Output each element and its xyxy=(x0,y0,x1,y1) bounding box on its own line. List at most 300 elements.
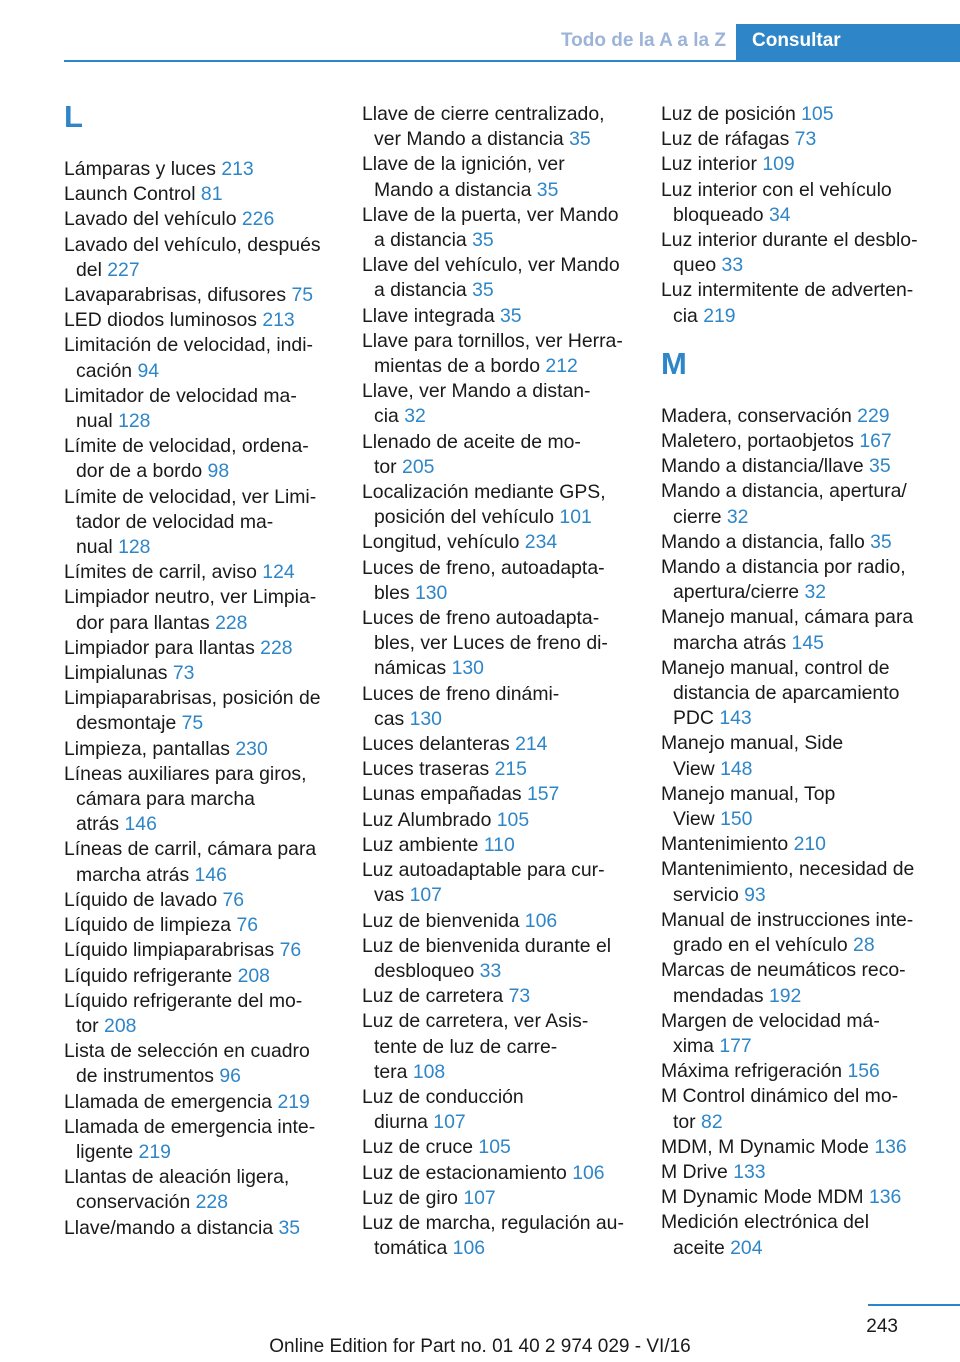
index-page-link[interactable]: 212 xyxy=(545,355,578,378)
index-entry-text: bles, ver Luces de freno di‐ xyxy=(374,632,608,655)
index-page-link[interactable]: 35 xyxy=(569,128,591,151)
index-page-link[interactable]: 28 xyxy=(853,934,875,957)
index-page-link[interactable]: 35 xyxy=(869,455,891,478)
index-entry-text: Luz interior xyxy=(661,153,763,176)
index-page-link[interactable]: 205 xyxy=(402,455,435,478)
index-page-link[interactable]: 150 xyxy=(720,808,753,831)
index-page-link[interactable]: 105 xyxy=(478,1136,511,1159)
index-page-link[interactable]: 35 xyxy=(536,178,559,201)
index-entry xyxy=(64,636,336,661)
index-entry xyxy=(362,379,634,429)
index-entry-text: Lavado del vehículo xyxy=(64,208,242,231)
index-page-link[interactable]: 128 xyxy=(118,536,151,559)
index-entry xyxy=(661,1210,933,1260)
index-column-2 xyxy=(362,102,634,1261)
index-page-link[interactable]: 227 xyxy=(107,258,140,281)
index-entry xyxy=(64,686,336,736)
index-entry-text: tera xyxy=(374,1060,413,1083)
index-entry xyxy=(64,585,336,635)
index-entry-text: servicio xyxy=(673,883,745,906)
index-entry-text: de instrumentos xyxy=(76,1065,220,1088)
index-entry-text: del xyxy=(76,258,108,281)
index-entry-text: Mando a distancia, fallo xyxy=(661,530,871,553)
index-entry-text: Luces delanteras xyxy=(362,733,516,756)
index-entry xyxy=(64,560,336,585)
index-entry xyxy=(362,556,634,606)
index-entry-text: tor xyxy=(374,455,403,478)
index-page-link[interactable]: 229 xyxy=(857,404,890,427)
index-entry xyxy=(362,833,634,858)
index-entry-text: Limpiador para llantas xyxy=(64,636,261,659)
index-entry xyxy=(64,1115,336,1165)
index-entry-text: Luz de carretera xyxy=(362,985,509,1008)
index-entry xyxy=(661,782,933,832)
index-entry-text: View xyxy=(673,808,721,831)
index-entry-text: Líquido limpiaparabrisas xyxy=(64,939,280,962)
index-page-link[interactable]: 105 xyxy=(496,808,530,831)
index-entry-text: tomática xyxy=(374,1237,453,1260)
index-page-link[interactable]: 192 xyxy=(768,984,802,1007)
index-page-link[interactable]: 213 xyxy=(221,158,254,180)
index-entry xyxy=(661,1084,933,1134)
index-entry-text: bloqueado xyxy=(673,203,769,226)
index-page-link[interactable]: 81 xyxy=(200,183,223,206)
index-entry-text: Marcas de neumáticos reco‐ xyxy=(661,959,906,982)
index-entry xyxy=(362,909,634,934)
index-entry-text: Lavado del vehículo, después xyxy=(64,233,321,256)
index-entry-text: Llave de la ignición, ver xyxy=(362,153,565,176)
index-entry-text: Luz de cruce xyxy=(362,1136,479,1159)
index-page-link[interactable]: 34 xyxy=(768,203,791,226)
index-page-link[interactable]: 228 xyxy=(215,611,248,634)
index-page-link[interactable]: 208 xyxy=(237,964,270,987)
index-entry-text: Limitación de velocidad, indi‐ xyxy=(64,334,313,357)
index-page-link[interactable]: 157 xyxy=(526,783,560,806)
index-page-link[interactable]: 93 xyxy=(744,883,766,906)
index-entry xyxy=(362,682,634,732)
index-entry xyxy=(661,1009,933,1059)
index-page-link[interactable]: 32 xyxy=(404,405,426,428)
index-entry-text: Luz intermitente de adverten‐ xyxy=(661,279,914,302)
index-entry xyxy=(661,454,933,479)
index-entry xyxy=(64,964,336,989)
index-entry-text: Llave para tornillos, ver Herra‐ xyxy=(362,329,623,352)
index-entry xyxy=(661,178,933,228)
index-entry xyxy=(661,278,933,328)
index-page-link[interactable]: 130 xyxy=(414,581,448,604)
index-entry-text: Luces de freno dinámi‐ xyxy=(362,682,560,705)
index-entry-text: xima xyxy=(673,1034,720,1057)
index-entry-text: LED diodos luminosos xyxy=(64,309,263,332)
index-page-link[interactable]: 33 xyxy=(721,254,744,277)
index-entry xyxy=(661,1135,933,1160)
index-page-link[interactable]: 234 xyxy=(524,531,558,554)
index-page-link[interactable]: 105 xyxy=(801,103,834,125)
index-entry xyxy=(661,656,933,732)
index-entry-text: Manejo manual, Top xyxy=(661,782,836,805)
index-entry xyxy=(64,1216,336,1241)
header-chapter-tab: Consultar xyxy=(736,24,960,62)
index-entry xyxy=(64,207,336,232)
index-entry xyxy=(362,934,634,984)
index-entry xyxy=(362,782,634,807)
index-page-link[interactable]: 35 xyxy=(278,1216,301,1239)
index-entry-text: Lámparas y luces xyxy=(64,158,222,180)
index-entry-text: marcha atrás xyxy=(76,863,195,886)
index-entry-text: dor para llantas xyxy=(76,611,216,634)
index-entry-text: Localización mediante GPS, xyxy=(362,481,606,504)
index-entry xyxy=(362,304,634,329)
index-entry xyxy=(64,762,336,838)
index-letter-heading: L xyxy=(64,99,83,134)
index-page-link[interactable]: 219 xyxy=(703,304,736,327)
index-entry xyxy=(64,233,336,283)
index-page-link[interactable]: 226 xyxy=(241,208,275,231)
index-page-link[interactable]: 148 xyxy=(720,757,753,780)
index-entry xyxy=(64,283,336,308)
index-entry-text: a distancia xyxy=(374,279,473,302)
index-page-link[interactable]: 73 xyxy=(794,128,817,151)
index-entry xyxy=(64,1090,336,1115)
index-page-link[interactable]: 136 xyxy=(874,1135,907,1158)
index-entry-text: Luz de conducción xyxy=(362,1085,524,1108)
index-entry xyxy=(64,333,336,383)
index-entry-text: marcha atrás xyxy=(673,631,792,654)
index-entry xyxy=(661,530,933,555)
index-entry-text: tor xyxy=(673,1110,702,1133)
index-entry-text: Llave de cierre centralizado, xyxy=(362,103,605,125)
index-entry-text: Llenado de aceite de mo‐ xyxy=(362,430,581,453)
index-entry-text: desmontaje xyxy=(76,712,182,735)
index-entry xyxy=(64,913,336,938)
index-column-1 xyxy=(64,99,336,1241)
index-entry xyxy=(661,404,933,429)
index-entry xyxy=(362,1135,634,1160)
index-entry-text: Lavaparabrisas, difusores xyxy=(64,284,292,307)
index-page-link[interactable]: 35 xyxy=(472,229,494,252)
index-entry-text: Manejo manual, Side xyxy=(661,732,844,755)
index-entry-text: aceite xyxy=(673,1236,731,1259)
index-entry xyxy=(661,429,933,454)
index-entry xyxy=(661,102,933,127)
index-page-link[interactable]: 130 xyxy=(451,657,484,680)
index-entry-text: Luz de marcha, regulación au‐ xyxy=(362,1211,624,1234)
index-entry xyxy=(64,182,336,207)
index-entry-text: apertura/cierre xyxy=(673,581,805,604)
index-entry xyxy=(661,857,933,907)
index-page-link[interactable]: 128 xyxy=(118,410,151,433)
index-entry xyxy=(362,1085,634,1135)
index-entry-text: tente de luz de carre‐ xyxy=(374,1035,558,1058)
index-entry-text: Límites de carril, aviso xyxy=(64,561,263,584)
index-page-link[interactable]: 210 xyxy=(793,833,826,856)
index-entry-text: Llantas de aleación ligera, xyxy=(64,1166,290,1189)
index-entry xyxy=(362,253,634,303)
index-entry-text: grado en el vehículo xyxy=(673,934,854,957)
index-entry-text: Luces traseras xyxy=(362,758,495,781)
index-entry-text: M Drive xyxy=(661,1160,734,1183)
index-entry-text: bles xyxy=(374,581,415,604)
index-entry xyxy=(362,757,634,782)
index-entry-text: Luz de bienvenida xyxy=(362,909,525,932)
index-entry-text: cia xyxy=(673,304,704,327)
index-entry-text: Llave de la puerta, ver Mando xyxy=(362,203,619,226)
index-page-link[interactable]: 215 xyxy=(494,758,527,781)
index-entry xyxy=(362,203,634,253)
index-entry xyxy=(362,808,634,833)
index-entry xyxy=(661,908,933,958)
index-entry xyxy=(661,731,933,781)
index-page-link[interactable]: 219 xyxy=(138,1140,171,1163)
index-entry xyxy=(64,1039,336,1089)
index-entry-text: cación xyxy=(76,359,138,382)
index-page-link[interactable]: 228 xyxy=(260,636,293,659)
index-entry-text: Límite de velocidad, ver Limi‐ xyxy=(64,485,317,508)
index-entry xyxy=(64,157,336,182)
index-page-link[interactable]: 32 xyxy=(804,581,827,604)
header-section-title: Todo de la A a la Z xyxy=(560,30,726,51)
index-page-link[interactable]: 106 xyxy=(572,1161,605,1184)
index-page-link[interactable]: 204 xyxy=(730,1236,763,1259)
index-page-link[interactable]: 106 xyxy=(452,1237,486,1260)
index-entry-text: Luz Alumbrado xyxy=(362,808,497,831)
index-entry-text: cámara para marcha xyxy=(76,788,255,811)
index-entry-text: Luz de estacionamiento xyxy=(362,1161,573,1184)
index-entry-text: ver Mando a distancia xyxy=(374,128,570,151)
index-entry-text: tador de velocidad ma‐ xyxy=(76,510,274,533)
index-entry-text: ligente xyxy=(76,1140,139,1163)
index-entry-text: Luces de freno, autoadapta‐ xyxy=(362,556,605,579)
index-entry-text: Mantenimiento, necesidad de xyxy=(661,858,915,881)
index-entry xyxy=(362,984,634,1009)
index-page-link[interactable]: 35 xyxy=(500,304,522,327)
index-entry xyxy=(64,837,336,887)
index-entry xyxy=(362,152,634,202)
index-entry-text: atrás xyxy=(76,813,125,836)
index-entry-text: cierre xyxy=(673,505,727,528)
index-entry xyxy=(362,1211,634,1261)
index-entry xyxy=(661,127,933,152)
index-page-link[interactable]: 124 xyxy=(262,561,295,584)
index-page-link[interactable]: 76 xyxy=(222,888,245,911)
index-entry xyxy=(64,737,336,762)
index-entry xyxy=(362,606,634,682)
index-entry xyxy=(661,1185,933,1210)
index-page-link[interactable]: 228 xyxy=(195,1191,228,1214)
index-page-link[interactable]: 35 xyxy=(472,279,494,302)
index-entry-text: vas xyxy=(374,884,410,907)
index-entry-text: Llave/mando a distancia xyxy=(64,1216,279,1239)
index-entry-text: cia xyxy=(374,405,405,428)
index-entry-text: Mando a distancia xyxy=(374,178,537,201)
index-entry xyxy=(64,384,336,434)
index-entry xyxy=(362,329,634,379)
index-entry-text: Manejo manual, control de xyxy=(661,656,890,679)
index-page-link[interactable]: 136 xyxy=(868,1186,902,1209)
index-page-link[interactable]: 96 xyxy=(219,1065,241,1088)
index-entry-text: mientas de a bordo xyxy=(374,355,546,378)
index-entry-text: tor xyxy=(76,1014,105,1037)
index-entry xyxy=(661,152,933,177)
index-page-link[interactable]: 146 xyxy=(194,863,227,886)
index-page-link[interactable]: 213 xyxy=(262,309,295,332)
index-entry-text: M Dynamic Mode MDM xyxy=(661,1186,869,1209)
index-page-link[interactable]: 145 xyxy=(791,631,824,654)
index-entry-text: Llave, ver Mando a distan‐ xyxy=(362,380,591,403)
index-page-link[interactable]: 107 xyxy=(463,1186,496,1209)
index-page-link[interactable]: 73 xyxy=(508,985,531,1008)
index-page-link[interactable]: 146 xyxy=(124,813,157,836)
index-entry-text: nual xyxy=(76,410,119,433)
index-page-link[interactable]: 167 xyxy=(859,430,892,453)
index-entry-text: distancia de aparcamiento xyxy=(673,682,900,705)
index-entry xyxy=(64,661,336,686)
index-page-link[interactable]: 107 xyxy=(433,1111,466,1134)
index-entry-text: mendadas xyxy=(673,984,769,1007)
index-page-link[interactable]: 75 xyxy=(291,284,314,307)
page-number: 243 xyxy=(866,1316,898,1337)
index-entry xyxy=(64,989,336,1039)
index-page-link[interactable]: 143 xyxy=(719,707,752,730)
index-entry xyxy=(661,958,933,1008)
index-entry-text: Llave integrada xyxy=(362,304,500,327)
index-page-link[interactable]: 35 xyxy=(870,530,892,553)
index-page-link[interactable]: 208 xyxy=(104,1014,137,1037)
index-entry-text: Lista de selección en cuadro xyxy=(64,1040,310,1063)
index-entry-text: Luz autoadaptable para cur‐ xyxy=(362,859,605,882)
index-entry xyxy=(64,434,336,484)
index-entry-text: Luz de ráfagas xyxy=(661,128,795,151)
index-entry-text: Líquido de limpieza xyxy=(64,914,237,937)
index-entry-text: queo xyxy=(673,254,722,277)
index-entry xyxy=(362,858,634,908)
index-entry xyxy=(64,1165,336,1215)
index-page-link[interactable]: 94 xyxy=(137,359,160,382)
index-entry xyxy=(64,938,336,963)
index-page-link[interactable]: 133 xyxy=(733,1160,766,1183)
index-page-link[interactable]: 219 xyxy=(277,1090,310,1113)
index-entry-text: námicas xyxy=(374,657,452,680)
index-entry-text: Madera, conservación xyxy=(661,404,858,427)
index-entry xyxy=(362,1161,634,1186)
index-entry-text: Margen de velocidad má‐ xyxy=(661,1009,880,1032)
index-entry-text: Luz de bienvenida durante el xyxy=(362,934,612,957)
index-page-link[interactable]: 107 xyxy=(409,884,442,907)
index-page-link[interactable]: 108 xyxy=(412,1060,446,1083)
index-entry-text: a distancia xyxy=(374,229,473,252)
index-entry-text: Luz de posición xyxy=(661,103,802,125)
index-entry-text: nual xyxy=(76,536,119,559)
index-entry-text: Líquido de lavado xyxy=(64,888,223,911)
index-page-link[interactable]: 98 xyxy=(207,460,230,483)
index-page-link[interactable]: 110 xyxy=(483,833,515,856)
index-page-link[interactable]: 73 xyxy=(172,662,195,685)
index-entry-text: Líneas de carril, cámara para xyxy=(64,838,317,861)
index-entry-text: M Control dinámico del mo‐ xyxy=(661,1085,899,1108)
index-entry-text: Luz interior durante el desblo‐ xyxy=(661,229,918,252)
index-entry-text: Llamada de emergencia xyxy=(64,1090,278,1113)
index-entry-text: Limpialunas xyxy=(64,662,173,685)
index-column-3 xyxy=(661,102,933,1261)
index-entry-text: desbloqueo xyxy=(374,959,480,982)
index-page-link[interactable]: 76 xyxy=(279,939,302,962)
edition-footer: Online Edition for Part no. 01 40 2 974 029 - VI/16 xyxy=(269,1336,691,1357)
index-page-link[interactable]: 75 xyxy=(181,712,204,735)
index-entry-text: diurna xyxy=(374,1111,434,1134)
index-entry xyxy=(661,228,933,278)
index-entry-text: Maletero, portaobjetos xyxy=(661,430,860,453)
index-entry-text: Mando a distancia/llave xyxy=(661,455,870,478)
index-entry xyxy=(362,102,634,152)
index-entry-text: Límite de velocidad, ordena‐ xyxy=(64,435,309,458)
index-entry-text: Launch Control xyxy=(64,183,201,206)
index-page-link[interactable]: 106 xyxy=(524,909,558,932)
page-header xyxy=(0,24,960,62)
index-entry xyxy=(362,1186,634,1211)
index-page-link[interactable]: 109 xyxy=(762,153,795,176)
index-entry xyxy=(661,605,933,655)
index-entry-text: Llamada de emergencia inte‐ xyxy=(64,1115,316,1138)
index-entry-text: Limpieza, pantallas xyxy=(64,737,236,760)
index-entry-text: Mantenimiento xyxy=(661,833,794,856)
index-entry-text: conservación xyxy=(76,1191,196,1214)
footer-rule xyxy=(868,1304,960,1306)
index-entry-text: View xyxy=(673,757,721,780)
index-entry xyxy=(661,1059,933,1084)
index-entry xyxy=(661,832,933,857)
index-letter-heading: M xyxy=(661,345,687,381)
index-entry xyxy=(64,888,336,913)
index-entry-text: MDM, M Dynamic Mode xyxy=(661,1135,875,1158)
index-page-link[interactable]: 33 xyxy=(479,959,502,982)
index-entry-text: Mando a distancia por radio, xyxy=(661,556,906,579)
index-entry-text: Limpiador neutro, ver Limpia‐ xyxy=(64,586,317,609)
index-entry xyxy=(362,430,634,480)
index-entry xyxy=(661,479,933,529)
header-rule xyxy=(64,60,960,62)
index-entry xyxy=(661,555,933,605)
index-entry-text: Líquido refrigerante xyxy=(64,964,238,987)
index-entry-text: Limpiaparabrisas, posición de xyxy=(64,687,321,710)
index-page-link[interactable]: 177 xyxy=(719,1034,752,1057)
index-entry-text: Máxima refrigeración xyxy=(661,1060,848,1083)
index-entry-text: Medición electrónica del xyxy=(661,1211,870,1234)
index-entry-text: dor de a bordo xyxy=(76,460,208,483)
index-entry xyxy=(362,480,634,530)
index-page-link[interactable]: 130 xyxy=(409,707,442,730)
index-page-link[interactable]: 101 xyxy=(559,506,592,529)
index-entry-text: Manual de instrucciones inte‐ xyxy=(661,908,914,931)
index-entry xyxy=(64,308,336,333)
index-entry-text: Lunas empañadas xyxy=(362,783,527,806)
index-page-link[interactable]: 82 xyxy=(701,1110,723,1133)
index-entry-text: Mando a distancia, apertura/ xyxy=(661,480,907,503)
index-page-link[interactable]: 156 xyxy=(847,1060,880,1083)
index-entry-text: Llave del vehículo, ver Mando xyxy=(362,254,620,277)
index-page-link[interactable]: 76 xyxy=(236,914,259,937)
index-entry-text: posición del vehículo xyxy=(374,506,560,529)
index-entry-text: Luz de giro xyxy=(362,1186,464,1209)
index-entry xyxy=(64,485,336,561)
index-entry-text: Longitud, vehículo xyxy=(362,531,525,554)
index-entry xyxy=(362,732,634,757)
index-entry-text: Manejo manual, cámara para xyxy=(661,606,914,629)
index-page-link[interactable]: 230 xyxy=(235,737,268,760)
index-entry-text: Líquido refrigerante del mo‐ xyxy=(64,989,303,1012)
index-entry-text: Luz ambiente xyxy=(362,833,484,856)
index-page-link[interactable]: 214 xyxy=(515,733,548,756)
index-page-link[interactable]: 32 xyxy=(726,505,749,528)
